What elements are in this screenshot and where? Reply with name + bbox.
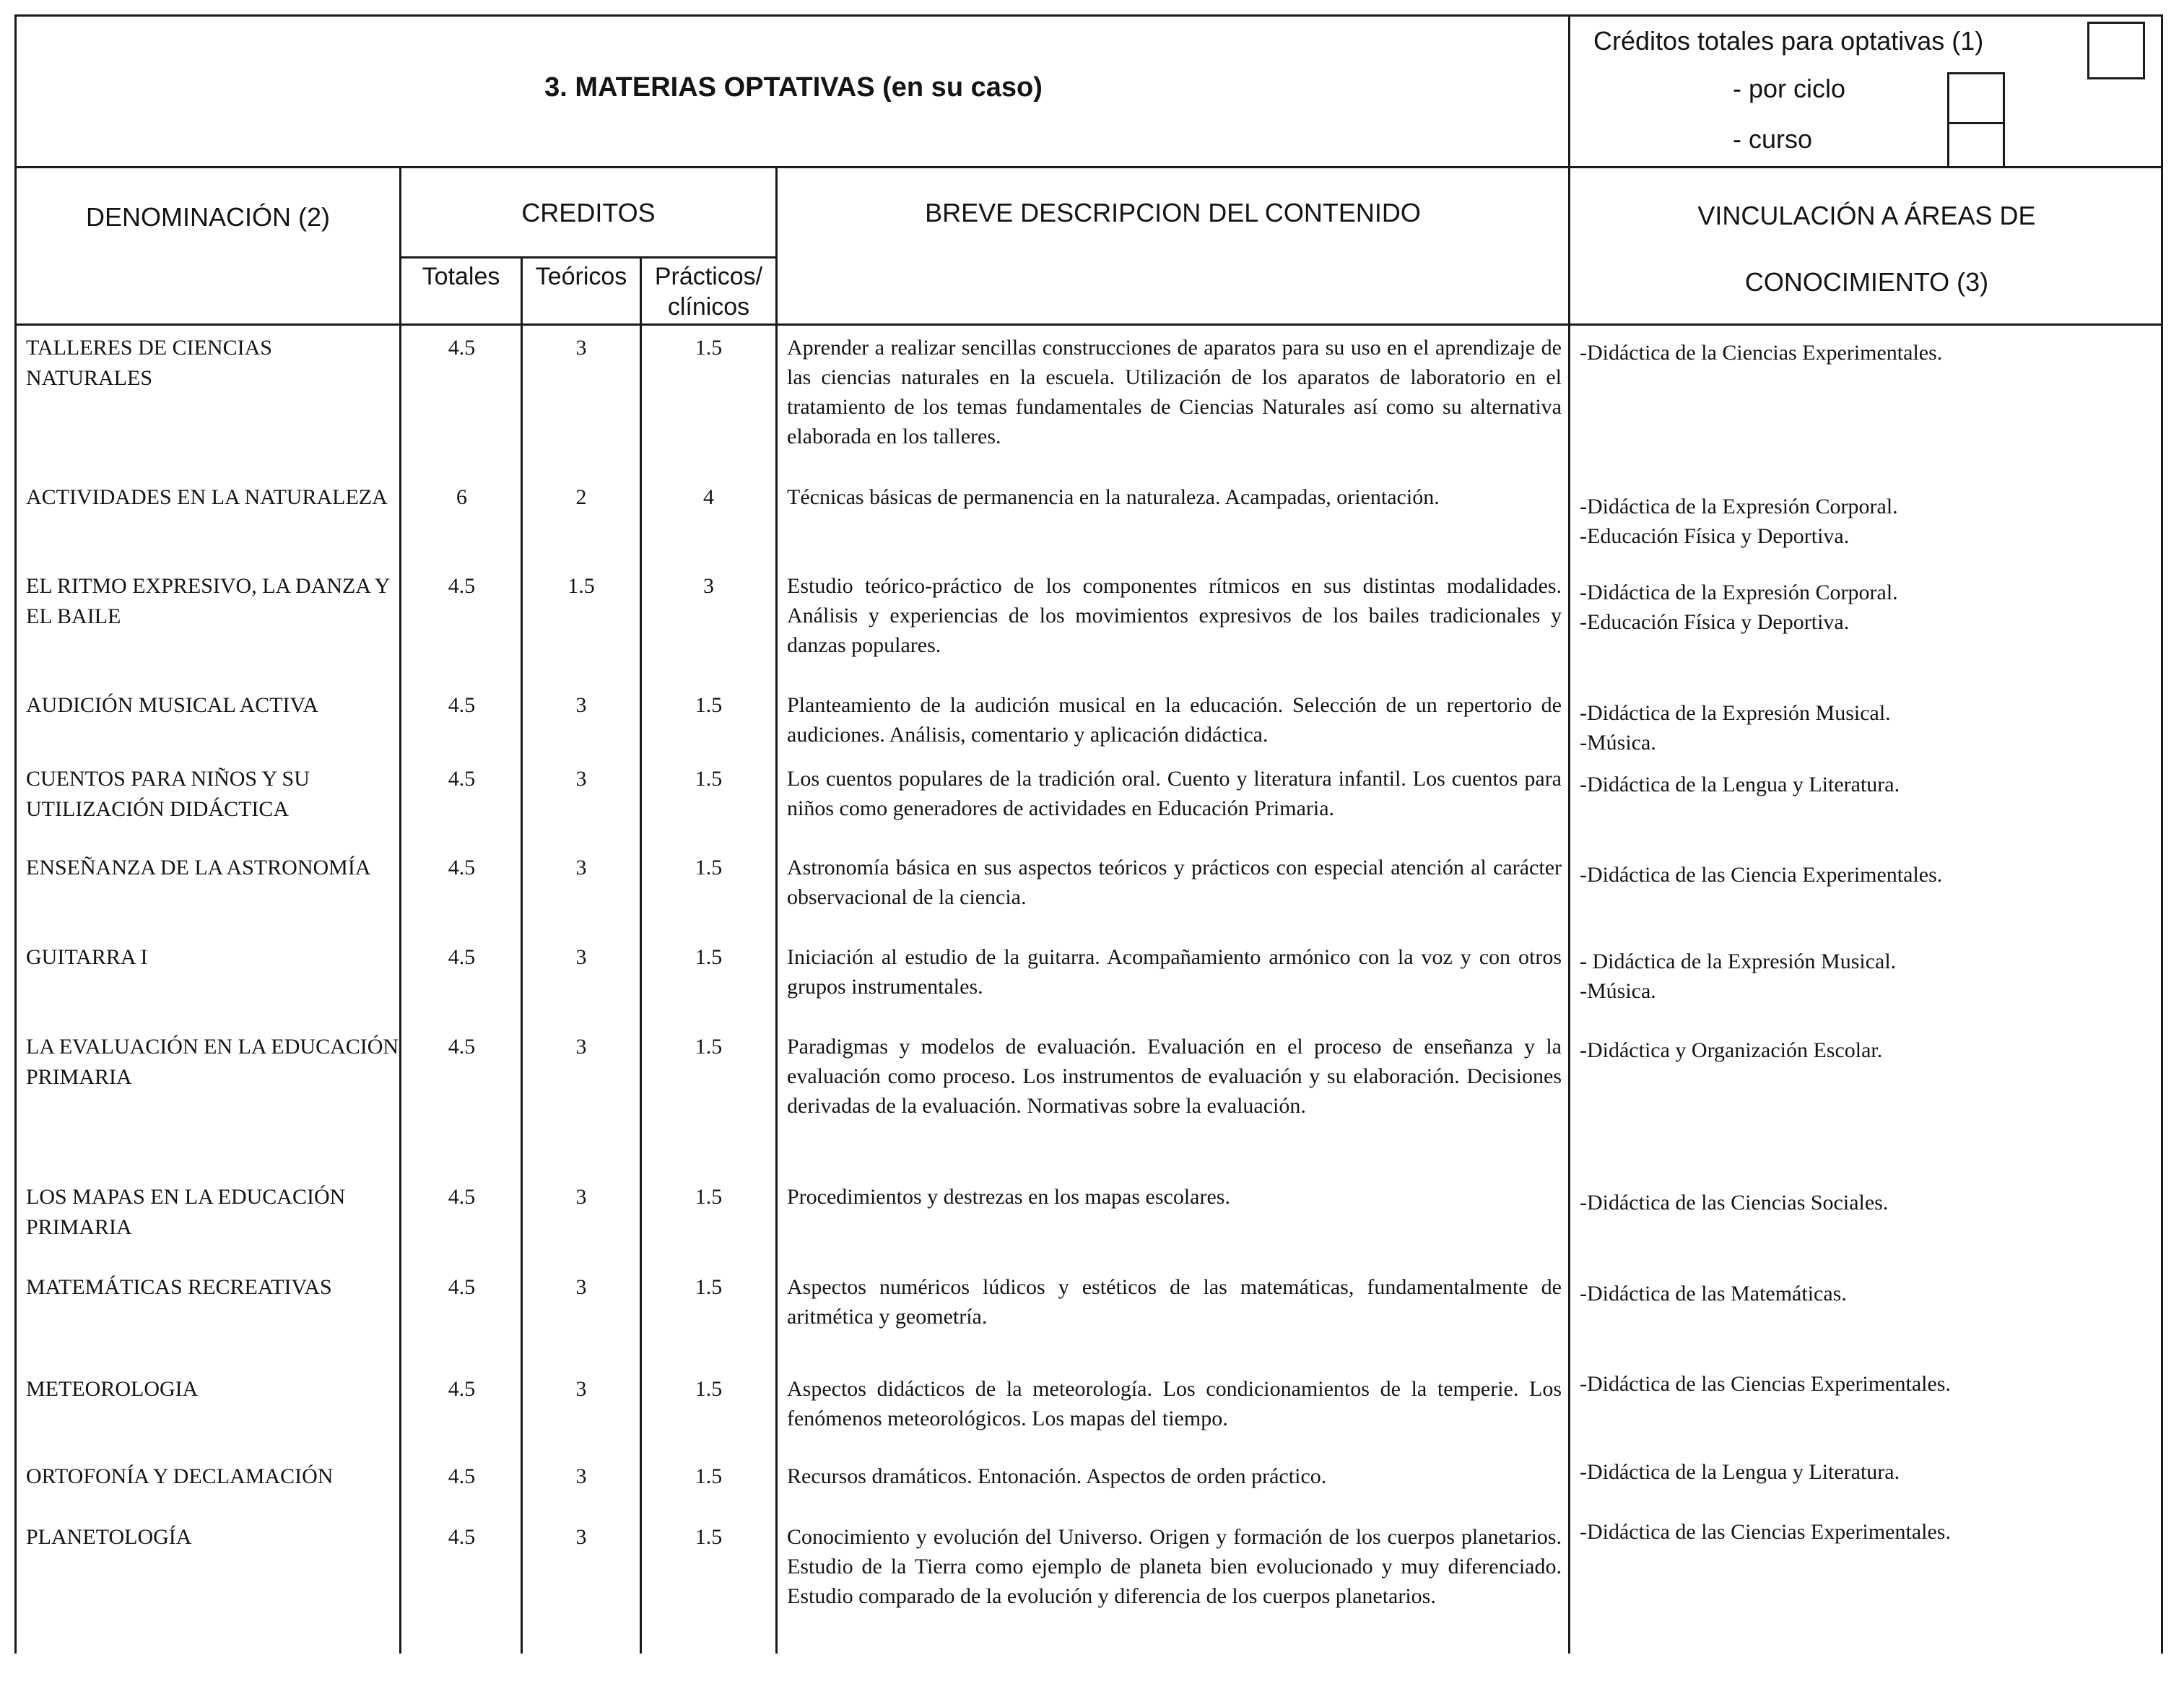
area-item: -Didáctica de la Lengua y Literatura. — [1580, 773, 1900, 796]
row-creditos-totales: 4.5 — [448, 1275, 476, 1299]
area-item: -Didáctica de las Matemáticas. — [1580, 1282, 1847, 1306]
row-creditos-totales: 4.5 — [448, 856, 476, 879]
row-areas — [1580, 338, 2150, 368]
row-denominacion: ORTOFONÍA Y DECLAMACIÓN — [26, 1464, 334, 1488]
per-course-box — [1947, 122, 2005, 168]
row-creditos-teoricos: 3 — [575, 693, 587, 717]
row-areas — [1580, 770, 2150, 799]
row-denominacion: ENSEÑANZA DE LA ASTRONOMÍA — [26, 856, 371, 879]
area-item: -Didáctica de la Expresión Corporal. — [1580, 581, 1898, 604]
row-creditos-totales: 4.5 — [448, 1035, 476, 1059]
row-denominacion: LOS MAPAS EN LA EDUCACIÓN PRIMARIA — [26, 1185, 346, 1239]
area-item: -Didáctica de la Expresión Corporal. — [1580, 495, 1898, 518]
row-areas — [1580, 1035, 2150, 1065]
row-creditos-practicos: 1.5 — [695, 336, 723, 360]
credits-total-label: Créditos totales para optativas (1) — [1593, 26, 1984, 56]
row-denominacion: LA EVALUACIÓN EN LA EDUCACIÓN PRIMARIA — [26, 1035, 399, 1089]
area-item: -Música. — [1580, 979, 1656, 1003]
row-descripcion: Técnicas básicas de permanencia en la naturaleza. Acampadas, orientación. — [787, 485, 1440, 509]
row-denominacion: PLANETOLOGÍA — [26, 1525, 192, 1549]
row-descripcion: Aspectos didácticos de la meteorología. Los condicionamientos de la temperie. Los fenómenos meteorológicos. Los mapas del tiempo. — [787, 1377, 1562, 1430]
row-descripcion: Aprender a realizar sencillas construcciones de aparatos para su uso en el aprendizaje de las ciencias naturales en la escuela. Utilización de los aparatos de laboratorio en el tratamiento de los temas fundamentales de Ciencias Naturales así como su alternativa elaborada en los talleres. — [787, 336, 1562, 448]
row-creditos-totales: 4.5 — [448, 693, 476, 717]
row-descripcion: Procedimientos y destrezas en los mapas escolares. — [787, 1185, 1230, 1209]
row-creditos-practicos: 1.5 — [695, 1525, 723, 1549]
row-creditos-totales: 6 — [456, 485, 467, 509]
per-cycle-label: - por ciclo — [1733, 74, 1846, 103]
row-creditos-teoricos: 2 — [575, 485, 587, 509]
row-areas — [1580, 698, 2150, 757]
row-areas — [1580, 1369, 2150, 1399]
row-denominacion: METEOROLOGIA — [26, 1377, 199, 1401]
row-areas — [1580, 1517, 2150, 1547]
row-creditos-teoricos: 3 — [575, 1525, 587, 1549]
col-header-conocimiento: CONOCIMIENTO (3) — [1744, 267, 1989, 297]
row-creditos-practicos: 1.5 — [695, 1035, 723, 1059]
area-item: -Didáctica de las Ciencias Experimentales. — [1580, 1372, 1951, 1396]
row-areas — [1580, 1188, 2150, 1217]
row-creditos-teoricos: 3 — [575, 856, 587, 879]
header-divider — [14, 166, 2163, 168]
row-creditos-teoricos: 3 — [575, 945, 587, 969]
row-descripcion: Recursos dramáticos. Entonación. Aspectos de orden práctico. — [787, 1464, 1327, 1488]
row-denominacion: EL RITMO EXPRESIVO, LA DANZA Y EL BAILE — [26, 574, 390, 628]
row-areas — [1580, 492, 2150, 551]
col-header-practicos: Prácticos/ — [654, 263, 763, 290]
row-creditos-teoricos: 3 — [575, 1464, 587, 1488]
row-areas — [1580, 947, 2150, 1006]
row-denominacion: ACTIVIDADES EN LA NATURALEZA — [26, 485, 388, 509]
col-header-teoricos: Teóricos — [535, 263, 627, 290]
area-item: -Educación Física y Deportiva. — [1580, 524, 1850, 548]
row-creditos-practicos: 1.5 — [695, 945, 723, 969]
row-creditos-practicos: 1.5 — [695, 856, 723, 879]
row-denominacion: GUITARRA I — [26, 945, 148, 969]
area-item: -Educación Física y Deportiva. — [1580, 610, 1850, 634]
row-creditos-teoricos: 3 — [575, 336, 587, 360]
row-creditos-teoricos: 3 — [575, 1377, 587, 1401]
col-divider-desc — [775, 166, 778, 1654]
col-header-creditos: CREDITOS — [521, 198, 656, 227]
row-denominacion: MATEMÁTICAS RECREATIVAS — [26, 1275, 332, 1299]
row-creditos-practicos: 1.5 — [695, 1275, 723, 1299]
row-denominacion: AUDICIÓN MUSICAL ACTIVA — [26, 693, 319, 717]
row-denominacion: CUENTOS PARA NIÑOS Y SU UTILIZACIÓN DIDÁCTICA — [26, 767, 310, 821]
row-creditos-teoricos: 3 — [575, 1035, 587, 1059]
creditos-subheader-line — [399, 256, 778, 259]
row-creditos-teoricos: 1.5 — [567, 574, 595, 598]
row-creditos-practicos: 1.5 — [695, 1377, 723, 1401]
row-creditos-totales: 4.5 — [448, 767, 476, 791]
row-creditos-totales: 4.5 — [448, 1185, 476, 1209]
row-descripcion: Iniciación al estudio de la guitarra. Acompañamiento armónico con la voz y con otros grupos instrumentales. — [787, 945, 1562, 999]
row-creditos-totales: 4.5 — [448, 574, 476, 598]
row-areas — [1580, 578, 2150, 637]
row-descripcion: Estudio teórico-práctico de los componentes rítmicos en sus distintas modalidades. Análisis y experiencias de los movimientos expresivos de los bailes tradicionales y danzas populares. — [787, 574, 1562, 657]
row-descripcion: Planteamiento de la audición musical en la educación. Selección de un repertorio de audiciones. Análisis, comentario y aplicación didáctica. — [787, 693, 1562, 747]
area-item: -Música. — [1580, 731, 1656, 755]
area-item: -Didáctica de las Ciencias Sociales. — [1580, 1191, 1889, 1215]
col-header-vinculacion: VINCULACIÓN A ÁREAS DE — [1697, 201, 2036, 230]
row-creditos-practicos: 3 — [703, 574, 714, 598]
row-creditos-practicos: 1.5 — [695, 767, 723, 791]
row-descripcion: Astronomía básica en sus aspectos teóricos y prácticos con especial atención al carácter observacional de la ciencia. — [787, 856, 1562, 909]
row-areas — [1580, 1457, 2150, 1487]
row-creditos-teoricos: 3 — [575, 767, 587, 791]
col-header-descripcion: BREVE DESCRIPCION DEL CONTENIDO — [925, 198, 1421, 227]
col-header-totales: Totales — [422, 263, 500, 290]
row-creditos-totales: 4.5 — [448, 336, 476, 360]
row-creditos-totales: 4.5 — [448, 1464, 476, 1488]
row-creditos-practicos: 1.5 — [695, 693, 723, 717]
row-creditos-practicos: 1.5 — [695, 1464, 723, 1488]
row-creditos-teoricos: 3 — [575, 1275, 587, 1299]
row-descripcion: Los cuentos populares de la tradición oral. Cuento y literatura infantil. Los cuentos para niños como generadores de actividades en Educación Primaria. — [787, 767, 1562, 820]
row-descripcion: Aspectos numéricos lúdicos y estéticos de las matemáticas, fundamentalmente de aritmética y geometría. — [787, 1275, 1562, 1329]
per-course-label: - curso — [1733, 124, 1813, 154]
area-item: -Didáctica de la Ciencias Experimentales. — [1580, 341, 1943, 365]
per-cycle-box — [1947, 72, 2005, 124]
area-item: -Didáctica de la Expresión Musical. — [1580, 701, 1891, 725]
col-header-clinicos: clínicos — [667, 293, 750, 321]
row-areas — [1580, 1279, 2150, 1308]
column-header-bottom-line — [14, 323, 2163, 326]
row-creditos-teoricos: 3 — [575, 1185, 587, 1209]
row-creditos-totales: 4.5 — [448, 945, 476, 969]
row-creditos-totales: 4.5 — [448, 1525, 476, 1549]
area-item: -Didáctica de las Ciencias Experimentales. — [1580, 1520, 1951, 1544]
row-creditos-practicos: 1.5 — [695, 1185, 723, 1209]
row-creditos-practicos: 4 — [703, 485, 714, 509]
row-creditos-totales: 4.5 — [448, 1377, 476, 1401]
area-item: -Didáctica y Organización Escolar. — [1580, 1038, 1883, 1062]
row-descripcion: Paradigmas y modelos de evaluación. Evaluación en el proceso de enseñanza y la evaluación como proceso. Los instrumentos de evaluación y su elaboración. Decisiones derivadas de la evaluación. Normativas sobre la evaluación. — [787, 1035, 1562, 1118]
area-item: -Didáctica de las Ciencia Experimentales. — [1580, 863, 1943, 887]
credits-total-box — [2087, 22, 2145, 79]
row-descripcion: Conocimiento y evolución del Universo. Origen y formación de los cuerpos planetarios. Estudio de la Tierra como ejemplo de planeta bien evolucionado y muy diferenciado. Estudio comparado de la evolución y diferencia de los cuerpos planetarios. — [787, 1525, 1562, 1608]
row-denominacion: TALLERES DE CIENCIAS NATURALES — [26, 336, 272, 390]
header-right-divider — [1568, 14, 1570, 1654]
col-header-denominacion: DENOMINACIÓN (2) — [85, 202, 330, 232]
area-item: - Didáctica de la Expresión Musical. — [1580, 950, 1897, 973]
area-item: -Didáctica de la Lengua y Literatura. — [1580, 1460, 1900, 1484]
row-areas — [1580, 860, 2150, 890]
section-title: 3. MATERIAS OPTATIVAS (en su caso) — [544, 72, 1043, 103]
